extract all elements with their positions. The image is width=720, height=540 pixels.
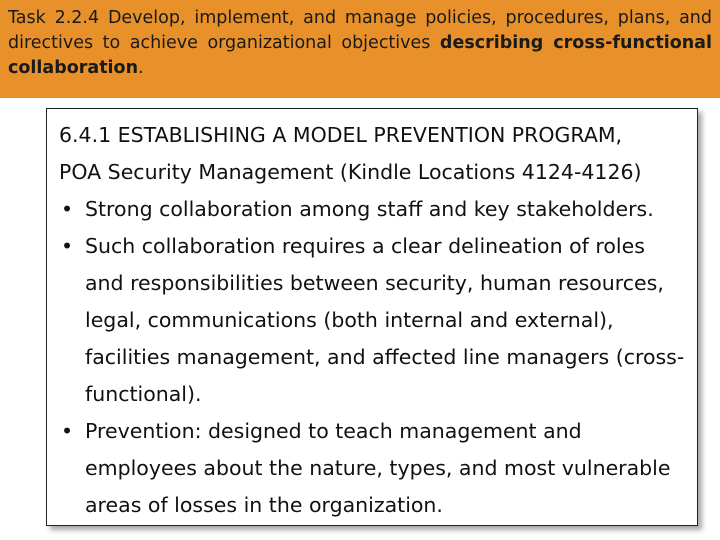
panel-heading: 6.4.1 ESTABLISHING A MODEL PREVENTION PROGRAM, [59,123,623,147]
content-panel [46,108,698,526]
bullet-icon: • [61,234,74,258]
list-item [59,413,687,524]
task-header-text: Task 2.2.4 Develop, implement, and manage policies, procedures, plans, and directives to achieve organizational objectives [8,8,712,53]
bullet-icon: • [61,419,74,443]
list-item-text: Prevention: designed to teach management and employees about the nature, types, and most vulnerable areas of losses in the organization. [85,419,671,517]
list-item [59,191,687,228]
task-header-bold-text: describing cross-functional collaboration [8,33,712,78]
task-header-banner [0,0,720,98]
panel-source-citation: POA Security Management (Kindle Locations 4124-4126) [59,160,642,184]
list-item-text: Strong collaboration among staff and key stakeholders. [85,197,654,221]
bullet-list [59,191,687,524]
task-header-end: . [138,58,144,78]
bullet-icon: • [61,197,74,221]
list-item [59,228,687,413]
list-item-text: Such collaboration requires a clear delineation of roles and responsibilities between security, human resources, legal, communications (both internal and external), facilities management, and affected line managers (cross-functional). [85,234,685,406]
